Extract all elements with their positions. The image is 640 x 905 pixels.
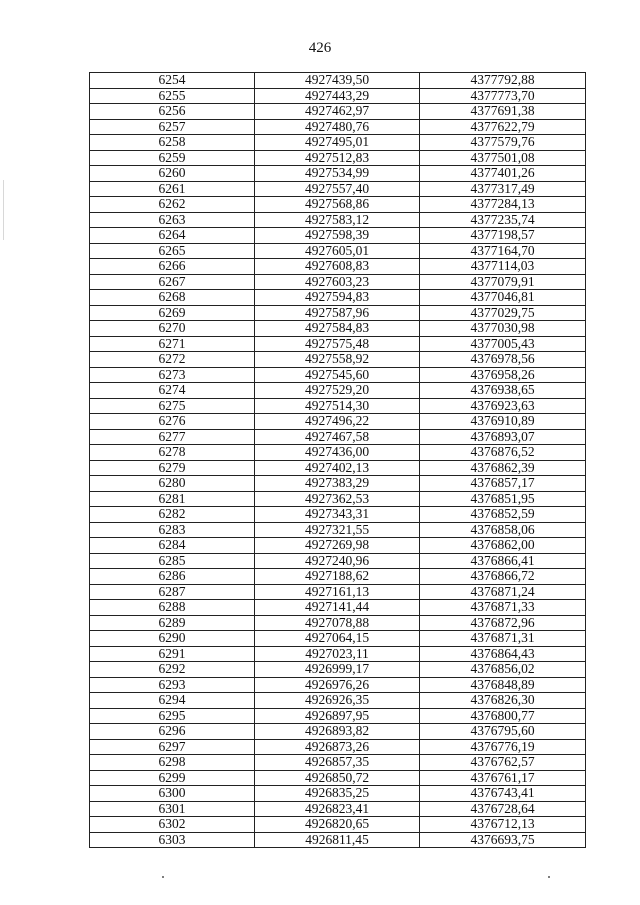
point-number-cell: 6269	[90, 305, 255, 321]
table-row	[90, 770, 586, 786]
table-row	[90, 305, 586, 321]
y-coordinate-cell: 4377079,91	[420, 274, 586, 290]
y-coordinate-cell: 4376795,60	[420, 724, 586, 740]
table-row	[90, 88, 586, 104]
x-coordinate-cell: 4927558,92	[255, 352, 420, 368]
point-number-cell: 6256	[90, 104, 255, 120]
y-coordinate-cell: 4376864,43	[420, 646, 586, 662]
point-number-cell: 6300	[90, 786, 255, 802]
x-coordinate-cell: 4927064,15	[255, 631, 420, 647]
table-row	[90, 631, 586, 647]
point-number-cell: 6291	[90, 646, 255, 662]
point-number-cell: 6292	[90, 662, 255, 678]
x-coordinate-cell: 4927436,00	[255, 445, 420, 461]
x-coordinate-cell: 4927188,62	[255, 569, 420, 585]
y-coordinate-cell: 4376826,30	[420, 693, 586, 709]
table-row	[90, 553, 586, 569]
x-coordinate-cell: 4927598,39	[255, 228, 420, 244]
y-coordinate-cell: 4376800,77	[420, 708, 586, 724]
x-coordinate-cell: 4926926,35	[255, 693, 420, 709]
table-row	[90, 569, 586, 585]
x-coordinate-cell: 4926893,82	[255, 724, 420, 740]
table-row	[90, 336, 586, 352]
x-coordinate-cell: 4927462,97	[255, 104, 420, 120]
table-row	[90, 522, 586, 538]
y-coordinate-cell: 4376776,19	[420, 739, 586, 755]
point-number-cell: 6255	[90, 88, 255, 104]
x-coordinate-cell: 4927496,22	[255, 414, 420, 430]
x-coordinate-cell: 4927594,83	[255, 290, 420, 306]
y-coordinate-cell: 4377622,79	[420, 119, 586, 135]
table-row	[90, 212, 586, 228]
y-coordinate-cell: 4376693,75	[420, 832, 586, 848]
y-coordinate-cell: 4377235,74	[420, 212, 586, 228]
scan-speck-right	[548, 876, 550, 878]
point-number-cell: 6283	[90, 522, 255, 538]
y-coordinate-cell: 4376893,07	[420, 429, 586, 445]
x-coordinate-cell: 4927495,01	[255, 135, 420, 151]
table-row	[90, 584, 586, 600]
point-number-cell: 6289	[90, 615, 255, 631]
y-coordinate-cell: 4377114,03	[420, 259, 586, 275]
x-coordinate-cell: 4927269,98	[255, 538, 420, 554]
x-coordinate-cell: 4927443,29	[255, 88, 420, 104]
point-number-cell: 6280	[90, 476, 255, 492]
x-coordinate-cell: 4927439,50	[255, 73, 420, 89]
point-number-cell: 6273	[90, 367, 255, 383]
table-row	[90, 476, 586, 492]
table-row	[90, 398, 586, 414]
table-row	[90, 755, 586, 771]
y-coordinate-cell: 4377005,43	[420, 336, 586, 352]
y-coordinate-cell: 4376978,56	[420, 352, 586, 368]
point-number-cell: 6260	[90, 166, 255, 182]
point-number-cell: 6295	[90, 708, 255, 724]
x-coordinate-cell: 4926823,41	[255, 801, 420, 817]
table-row	[90, 507, 586, 523]
table-row	[90, 817, 586, 833]
point-number-cell: 6282	[90, 507, 255, 523]
table-row	[90, 662, 586, 678]
table-row	[90, 290, 586, 306]
point-number-cell: 6268	[90, 290, 255, 306]
table-row	[90, 135, 586, 151]
point-number-cell: 6270	[90, 321, 255, 337]
point-number-cell: 6276	[90, 414, 255, 430]
scan-edge-mark	[3, 180, 4, 240]
y-coordinate-cell: 4377284,13	[420, 197, 586, 213]
x-coordinate-cell: 4927383,29	[255, 476, 420, 492]
table-row	[90, 73, 586, 89]
x-coordinate-cell: 4927512,83	[255, 150, 420, 166]
table-row	[90, 429, 586, 445]
x-coordinate-cell: 4927575,48	[255, 336, 420, 352]
y-coordinate-cell: 4377501,08	[420, 150, 586, 166]
point-number-cell: 6262	[90, 197, 255, 213]
y-coordinate-cell: 4377317,49	[420, 181, 586, 197]
x-coordinate-cell: 4926999,17	[255, 662, 420, 678]
table-row	[90, 414, 586, 430]
y-coordinate-cell: 4376862,39	[420, 460, 586, 476]
x-coordinate-cell: 4927514,30	[255, 398, 420, 414]
x-coordinate-cell: 4927078,88	[255, 615, 420, 631]
point-number-cell: 6279	[90, 460, 255, 476]
point-number-cell: 6271	[90, 336, 255, 352]
point-number-cell: 6284	[90, 538, 255, 554]
point-number-cell: 6302	[90, 817, 255, 833]
table-row	[90, 832, 586, 848]
y-coordinate-cell: 4376712,13	[420, 817, 586, 833]
x-coordinate-cell: 4927584,83	[255, 321, 420, 337]
y-coordinate-cell: 4377030,98	[420, 321, 586, 337]
y-coordinate-cell: 4376876,52	[420, 445, 586, 461]
y-coordinate-cell: 4377579,76	[420, 135, 586, 151]
table-row	[90, 367, 586, 383]
point-number-cell: 6274	[90, 383, 255, 399]
point-number-cell: 6301	[90, 801, 255, 817]
page-number: 426	[308, 40, 332, 56]
table-row	[90, 274, 586, 290]
point-number-cell: 6263	[90, 212, 255, 228]
x-coordinate-cell: 4927557,40	[255, 181, 420, 197]
x-coordinate-cell: 4927480,76	[255, 119, 420, 135]
y-coordinate-cell: 4376871,33	[420, 600, 586, 616]
point-number-cell: 6288	[90, 600, 255, 616]
y-coordinate-cell: 4377046,81	[420, 290, 586, 306]
x-coordinate-cell: 4927023,11	[255, 646, 420, 662]
point-number-cell: 6257	[90, 119, 255, 135]
x-coordinate-cell: 4927608,83	[255, 259, 420, 275]
y-coordinate-cell: 4376761,17	[420, 770, 586, 786]
table-row	[90, 383, 586, 399]
x-coordinate-cell: 4927161,13	[255, 584, 420, 600]
y-coordinate-cell: 4377773,70	[420, 88, 586, 104]
x-coordinate-cell: 4927467,58	[255, 429, 420, 445]
y-coordinate-cell: 4377691,38	[420, 104, 586, 120]
x-coordinate-cell: 4927343,31	[255, 507, 420, 523]
table-row	[90, 801, 586, 817]
x-coordinate-cell: 4926811,45	[255, 832, 420, 848]
x-coordinate-cell: 4926850,72	[255, 770, 420, 786]
y-coordinate-cell: 4376866,41	[420, 553, 586, 569]
point-number-cell: 6298	[90, 755, 255, 771]
table-row	[90, 786, 586, 802]
y-coordinate-cell: 4377198,57	[420, 228, 586, 244]
x-coordinate-cell: 4926857,35	[255, 755, 420, 771]
table-row	[90, 739, 586, 755]
point-number-cell: 6286	[90, 569, 255, 585]
point-number-cell: 6297	[90, 739, 255, 755]
point-number-cell: 6264	[90, 228, 255, 244]
y-coordinate-cell: 4376848,89	[420, 677, 586, 693]
table-row	[90, 197, 586, 213]
table-row	[90, 166, 586, 182]
x-coordinate-cell: 4927321,55	[255, 522, 420, 538]
point-number-cell: 6278	[90, 445, 255, 461]
y-coordinate-cell: 4377164,70	[420, 243, 586, 259]
table-row	[90, 724, 586, 740]
y-coordinate-cell: 4376762,57	[420, 755, 586, 771]
scan-speck-left	[162, 876, 164, 878]
y-coordinate-cell: 4376871,31	[420, 631, 586, 647]
table-row	[90, 321, 586, 337]
point-number-cell: 6267	[90, 274, 255, 290]
point-number-cell: 6277	[90, 429, 255, 445]
table-row	[90, 538, 586, 554]
x-coordinate-cell: 4926835,25	[255, 786, 420, 802]
table-row	[90, 352, 586, 368]
y-coordinate-cell: 4376938,65	[420, 383, 586, 399]
y-coordinate-cell: 4376910,89	[420, 414, 586, 430]
table-row	[90, 600, 586, 616]
table-row	[90, 150, 586, 166]
point-number-cell: 6287	[90, 584, 255, 600]
x-coordinate-cell: 4926873,26	[255, 739, 420, 755]
x-coordinate-cell: 4927603,23	[255, 274, 420, 290]
x-coordinate-cell: 4927141,44	[255, 600, 420, 616]
x-coordinate-cell: 4927587,96	[255, 305, 420, 321]
x-coordinate-cell: 4927240,96	[255, 553, 420, 569]
table-row	[90, 445, 586, 461]
x-coordinate-cell: 4927402,13	[255, 460, 420, 476]
point-number-cell: 6294	[90, 693, 255, 709]
y-coordinate-cell: 4376857,17	[420, 476, 586, 492]
x-coordinate-cell: 4927362,53	[255, 491, 420, 507]
table-row	[90, 119, 586, 135]
y-coordinate-cell: 4376852,59	[420, 507, 586, 523]
x-coordinate-cell: 4926897,95	[255, 708, 420, 724]
y-coordinate-cell: 4376851,95	[420, 491, 586, 507]
y-coordinate-cell: 4377792,88	[420, 73, 586, 89]
y-coordinate-cell: 4377401,26	[420, 166, 586, 182]
point-number-cell: 6265	[90, 243, 255, 259]
point-number-cell: 6290	[90, 631, 255, 647]
y-coordinate-cell: 4376862,00	[420, 538, 586, 554]
table-row	[90, 615, 586, 631]
x-coordinate-cell: 4927605,01	[255, 243, 420, 259]
y-coordinate-cell: 4377029,75	[420, 305, 586, 321]
x-coordinate-cell: 4927529,20	[255, 383, 420, 399]
table-row	[90, 460, 586, 476]
point-number-cell: 6272	[90, 352, 255, 368]
y-coordinate-cell: 4376866,72	[420, 569, 586, 585]
point-number-cell: 6299	[90, 770, 255, 786]
table-row	[90, 693, 586, 709]
y-coordinate-cell: 4376858,06	[420, 522, 586, 538]
y-coordinate-cell: 4376923,63	[420, 398, 586, 414]
y-coordinate-cell: 4376958,26	[420, 367, 586, 383]
point-number-cell: 6285	[90, 553, 255, 569]
table-row	[90, 491, 586, 507]
x-coordinate-cell: 4926820,65	[255, 817, 420, 833]
y-coordinate-cell: 4376728,64	[420, 801, 586, 817]
x-coordinate-cell: 4927583,12	[255, 212, 420, 228]
table-row	[90, 646, 586, 662]
x-coordinate-cell: 4927534,99	[255, 166, 420, 182]
table-row	[90, 259, 586, 275]
point-number-cell: 6275	[90, 398, 255, 414]
point-number-cell: 6303	[90, 832, 255, 848]
y-coordinate-cell: 4376743,41	[420, 786, 586, 802]
point-number-cell: 6258	[90, 135, 255, 151]
point-number-cell: 6261	[90, 181, 255, 197]
point-number-cell: 6281	[90, 491, 255, 507]
point-number-cell: 6254	[90, 73, 255, 89]
x-coordinate-cell: 4927545,60	[255, 367, 420, 383]
table-row	[90, 104, 586, 120]
table-row	[90, 708, 586, 724]
table-row	[90, 243, 586, 259]
table-row	[90, 181, 586, 197]
point-number-cell: 6266	[90, 259, 255, 275]
point-number-cell: 6293	[90, 677, 255, 693]
x-coordinate-cell: 4926976,26	[255, 677, 420, 693]
x-coordinate-cell: 4927568,86	[255, 197, 420, 213]
y-coordinate-cell: 4376871,24	[420, 584, 586, 600]
point-number-cell: 6296	[90, 724, 255, 740]
coordinates-table-body	[90, 73, 586, 848]
table-row	[90, 228, 586, 244]
point-number-cell: 6259	[90, 150, 255, 166]
y-coordinate-cell: 4376872,96	[420, 615, 586, 631]
y-coordinate-cell: 4376856,02	[420, 662, 586, 678]
coordinates-table	[89, 72, 586, 848]
table-row	[90, 677, 586, 693]
